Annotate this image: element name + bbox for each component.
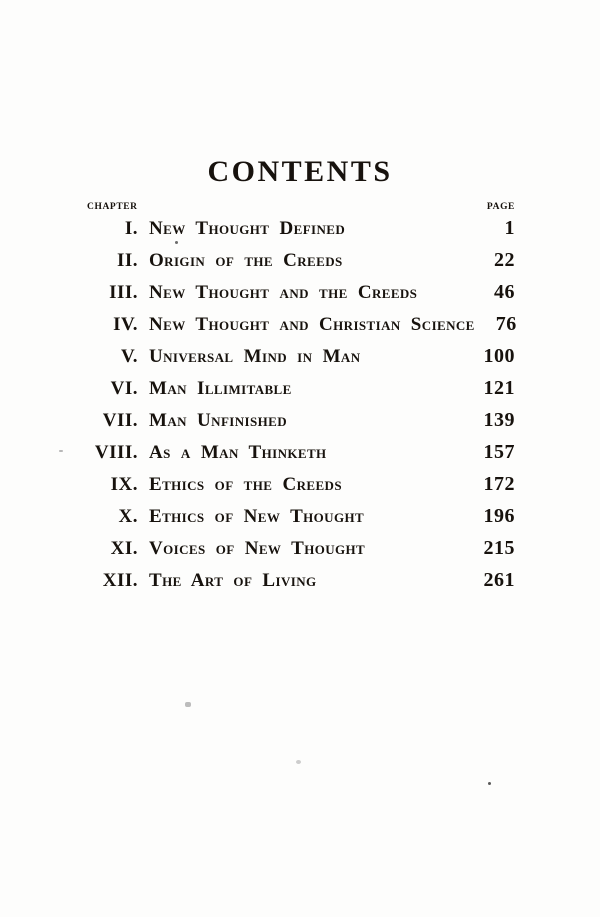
- chapter-numeral: I.: [124, 218, 138, 239]
- scan-speck: [185, 702, 191, 707]
- toc-entry: [60, 564, 515, 596]
- toc-entry: [60, 308, 515, 340]
- chapter-page-number: 172: [483, 473, 515, 495]
- scan-speck: [296, 760, 301, 764]
- toc-entry: [60, 276, 515, 308]
- scan-speck: [488, 782, 491, 785]
- chapter-title: Voices of New Thought: [149, 538, 366, 559]
- chapter-page-number: 121: [483, 377, 515, 399]
- toc-entry: [60, 212, 515, 244]
- chapter-title: New Thought and the Creeds: [149, 282, 418, 303]
- toc-entry: [60, 436, 515, 468]
- chapter-page-number: 22: [494, 249, 515, 271]
- toc-entry: [60, 244, 515, 276]
- chapter-numeral: III.: [109, 282, 138, 303]
- chapter-numeral: XI.: [110, 538, 138, 559]
- chapter-page-number: 215: [483, 537, 515, 559]
- chapter-title: As a Man Thinketh: [149, 442, 327, 463]
- chapter-title: Man Unfinished: [149, 410, 288, 431]
- scan-speck: [175, 241, 178, 244]
- table-of-contents: [60, 212, 515, 596]
- chapter-numeral: VII.: [102, 410, 138, 431]
- chapter-title: Origin of the Creeds: [149, 250, 343, 271]
- chapter-title: Ethics of the Creeds: [149, 474, 342, 495]
- chapter-column-header: CHAPTER: [87, 202, 138, 212]
- chapter-title: New Thought and Christian Science: [149, 314, 475, 335]
- chapter-title: Ethics of New Thought: [149, 506, 365, 527]
- toc-entry: [60, 404, 515, 436]
- chapter-title: The Art of Living: [149, 570, 317, 591]
- chapter-title: Man Illimitable: [149, 378, 292, 399]
- chapter-page-number: 157: [483, 441, 515, 463]
- chapter-page-number: 46: [494, 281, 515, 303]
- chapter-title: New Thought Defined: [149, 218, 346, 239]
- chapter-numeral: IX.: [110, 474, 138, 495]
- toc-entry: [60, 500, 515, 532]
- chapter-numeral: V.: [120, 346, 138, 367]
- page-title: CONTENTS: [207, 155, 393, 188]
- toc-entry: [60, 532, 515, 564]
- page-column-header: PAGE: [486, 202, 515, 212]
- chapter-page-number: 1: [504, 217, 515, 239]
- chapter-numeral: VIII.: [94, 442, 138, 463]
- chapter-page-number: 76: [495, 313, 517, 335]
- toc-entry: [60, 372, 515, 404]
- scan-speck: [59, 450, 63, 452]
- chapter-numeral: II.: [116, 250, 138, 271]
- chapter-numeral: VI.: [110, 378, 138, 399]
- chapter-numeral: X.: [118, 506, 138, 527]
- chapter-page-number: 261: [483, 569, 515, 591]
- chapter-numeral: IV.: [113, 314, 138, 335]
- chapter-title: Universal Mind in Man: [149, 346, 361, 367]
- chapter-page-number: 139: [483, 409, 515, 431]
- chapter-page-number: 196: [483, 505, 515, 527]
- chapter-numeral: XII.: [102, 570, 138, 591]
- toc-entry: [60, 468, 515, 500]
- toc-entry: [60, 340, 515, 372]
- chapter-page-number: 100: [483, 345, 515, 367]
